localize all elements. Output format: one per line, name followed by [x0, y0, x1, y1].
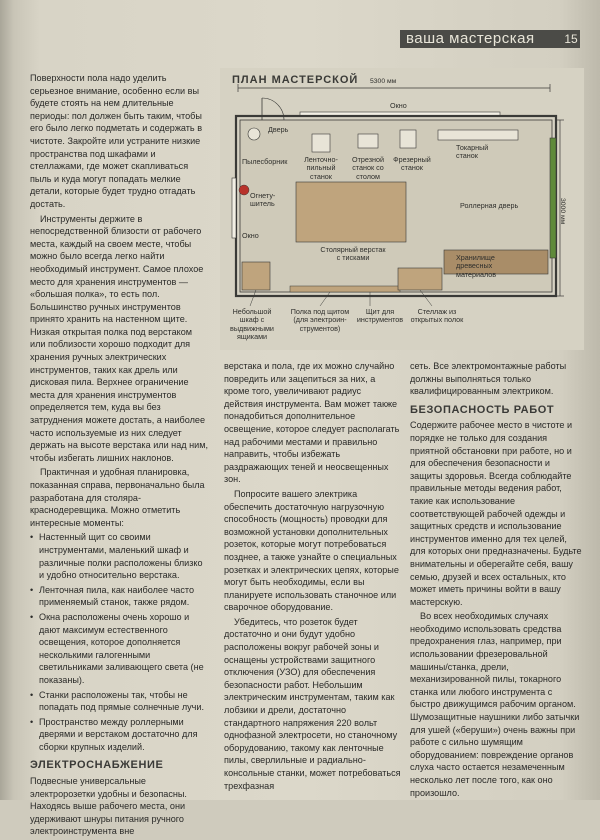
roller-door [550, 138, 556, 258]
vacuum-label: Пылесборник [242, 157, 288, 166]
plan-title: ПЛАН МАСТЕРСКОЙ [232, 74, 359, 86]
paragraph: сеть. Все электромонтажные работы должны выполняться только квалифицированным электриком. [410, 361, 567, 397]
paragraph: Убедитесь, что розеток будет достаточно и они будут удобно расположены вокруг рабочей зоны и оснащены устройствами защитного отключения (УЗО) для обеспечения безопасности работ. Небольшим электрическим инструментам, таким как лобзики и дрели, достаточно стандартного напряжения 220 вольт однофазной электросети, но станочному оборудованию, такому как ленточные пилы, сверлильные и радиально-консольные станки, может потребоваться трехфазная [224, 616, 401, 791]
list-item: • Окна расположены очень хорошо и дают максимум естественного освещения, которое дополняется несколькими галогенными светильниками заливающего света (не показаны). [30, 611, 210, 687]
paragraph: верстака и пола, где их можно случайно повредить или зацепиться за них, а кроме того, увеличивают радиус действия инструмента. Вам может также понадобиться дополнительное освещение, которое следует располагать над рабочими местами и правильно направить, чтобы избежать раздражающих теней и неосвещенных зон. [224, 361, 400, 485]
window-top-label: Окно [390, 101, 407, 110]
paragraph: Инструменты держите в непосредственной близости от рабочего места, каждый на своем месте, чтобы можно было всегда легко найти необходимый инструмент. Самое плохое место для хранения инструментов — «большая полка», то есть пол. Большинство ручных инструментов принято хранить на настенном щите. Низкая открытая полка под верстаком или поблизости хорошо подходит для хранения ручных электрических инструментов, таких как дрель или дисковая пила. Верхнее ограничение места для хранения инструментов определяется тем, куда вы без затруднения можете достать, а наиболее часто используемые из них следует держать на высоте верстака или над ним, чтобы избегать лишних наклонов. [30, 213, 208, 463]
shelf-under-label: Полка под щитом (для электроин- струментов) [290, 307, 350, 333]
paragraph: Попросите вашего электрика обеспечить достаточную нагрузочную способность (мощность) проводки для возможной установки дополнительных розеток, которые могут потребоваться позднее, а также узнайте о специальных розетках и электрических цепях, которые могут быть необходимы, если вы планируете использовать станочное или сварочное оборудование. [224, 488, 399, 613]
open-rack-icon [398, 268, 442, 290]
lathe-label: Токарный станок [456, 143, 489, 161]
paragraph: Поверхности пола надо уделить серьезное внимание, особенно если вы будете стоять на нем длительные периоды: пол должен быть таким, чтобы его было легко подметать и содержать в чистоте. Закройте или устраните низкие пространства под шкафами и стеллажами, где может скапливаться пыль и куда могут попадать мелкие детали, которые будет трудно отгадать достать. [30, 73, 203, 209]
section-heading-power: ЭЛЕКТРОСНАБЖЕНИЕ [30, 759, 164, 772]
roller-door-label: Роллерная дверь [460, 201, 519, 210]
workshop-plan [220, 68, 584, 350]
list-item: • Пространство между роллерными дверями и верстаком достаточно для сборки крупных изделий. [30, 716, 210, 754]
vacuum-icon [248, 128, 260, 140]
paragraph: Практичная и удобная планировка, показанная справа, первоначально была разработана для столяра-краснодеревщика. Можно отметить интересные моменты: [30, 467, 205, 528]
storage-label: Хранилище древесных материалов [456, 253, 497, 279]
bullet-list [30, 531, 210, 753]
list-item: • Ленточная пила, как наиболее часто применяемый станок, также рядом. [30, 584, 210, 609]
section-header [400, 30, 580, 48]
band-saw-icon [312, 134, 330, 152]
paragraph: Подвесные универсальные электророзетки удобны и безопасны. Находясь выше рабочего места, они удерживают шнуры питания ручного электроинструмента вне [30, 776, 187, 837]
drill-stand-icon [358, 134, 378, 148]
paragraph: Во всех необходимых случаях необходимо использовать средства предохранения глаз, например, при использовании фрезеровальной машины/станка, дрели, механизированной пилы, токарного станка или любого инструмента с быстро движущимся рабочим органом. Шумозащитные наушники либо затычки для ушей («беруши») очень важны при работе с сильно шумящим оборудованием: повреждение органов слуха часто остается незамеченным несколько лет после того, как оно произошло. [410, 611, 580, 798]
right-column [410, 360, 582, 801]
section-title: ваша мастерская [406, 30, 535, 47]
left-column [30, 72, 210, 840]
extinguisher-icon [239, 185, 249, 195]
shelf-under-icon [290, 286, 400, 292]
width-dimension: 5300 мм [370, 78, 397, 85]
tool-board-label: Щит для инструментов [356, 307, 404, 325]
list-item: • Станки расположены так, чтобы не попадать под прямые солнечные лучи. [30, 689, 210, 714]
extinguisher-label: Огнету- шитель [250, 191, 276, 209]
open-rack-label: Стеллаж из открытых полок [410, 307, 464, 325]
paragraph: Содержите рабочее место в чистоте и порядке не только для создания приятной обстановки при работе, но и для обеспечения безопасности и защиты здоровья. Всегда соблюдайте правильные методы ведения работ, такие как использование соответствующей рабочей одежды и защитных средств и использование инструментов именно для тех целей, для которых они предназначены. Будьте внимательны и оберегайте себя, вашу семью, друзей и всех остальных, кто может иметь причины войти в вашу мастерскую. [410, 420, 582, 607]
window-left [232, 178, 236, 238]
list-item: • Настенный щит со своими инструментами, маленький шкаф и различные полки расположены близко и удобно относительно верстака. [30, 531, 210, 581]
workbench-icon [296, 182, 406, 242]
door-label: Дверь [268, 125, 289, 134]
section-heading-safety: БЕЗОПАСНОСТЬ РАБОТ [410, 403, 555, 416]
small-cabinet-label: Небольшой шкаф с выдвижными ящиками [230, 307, 274, 342]
height-dimension: 3000 мм [559, 198, 566, 225]
workbench-label: Столярный верстак с тисками [320, 245, 386, 263]
milling-icon [400, 130, 416, 148]
window-left-label: Окно [242, 231, 259, 240]
drill-stand-label: Отрезной станок со столом [352, 155, 384, 181]
middle-column [224, 360, 402, 794]
milling-label: Фрезерный станок [393, 155, 431, 173]
band-saw-label: Ленточно- пильный станок [304, 155, 338, 181]
small-cabinet-icon [242, 262, 270, 290]
lathe-icon [438, 130, 518, 140]
page-number: 15 [564, 32, 578, 46]
